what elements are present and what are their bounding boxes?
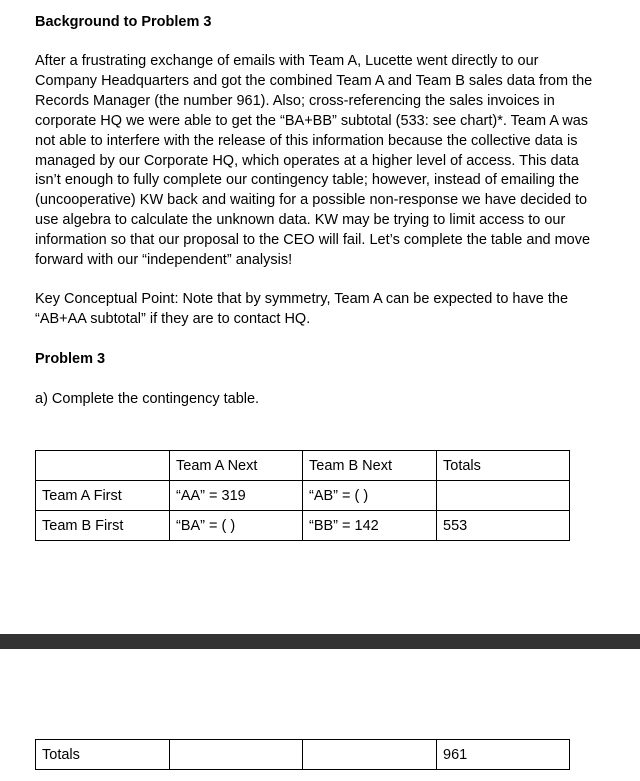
header-cell-totals: Totals [437,451,570,481]
header-cell-team-b-next: Team B Next [303,451,437,481]
paragraph-line: After a frustrating exchange of emails with Team A, Lucette went directly to our [35,53,539,69]
cell-ba: “BA” = ( ) [170,511,303,541]
grand-total: 961 [437,740,570,770]
paragraph-line: not able to interfere with the release of this information because the collective data is [35,132,578,149]
table-row [36,511,570,541]
key-point-line: “AB+AA subtotal” if they are to contact HQ. [35,310,311,327]
table-row [36,481,570,511]
paragraph-line: use algebra to calculate the unknown data. KW may be trying to limit access to our [35,212,566,229]
key-point-paragraph [35,290,625,330]
paragraph-line: Company Headquarters and got the combined Team A and Team B sales data from the [35,72,593,89]
paragraph-line: managed by our Corporate HQ, which operates at a higher level of access. This data [35,152,579,169]
cell-bb: “BB” = 142 [303,511,437,541]
table-header-row [36,451,570,481]
header-cell-team-a-next: Team A Next [170,451,303,481]
totals-team-a-next [170,740,303,770]
contingency-table-top [35,450,570,541]
problem-part-a: a) Complete the contingency table. [35,391,260,407]
paragraph-line: information so that our proposal to the CEO will fail. Let’s complete the table and move [35,232,591,249]
cell-team-a-first-total [437,481,570,511]
header-cell-corner [36,451,170,481]
cell-aa: “AA” = 319 [170,481,303,511]
problem-heading: Problem 3 [35,351,106,367]
key-point-line: Key Conceptual Point: Note that by symmetry, Team A can be expected to have the [35,291,569,307]
paragraph-line: isn’t enough to fully complete our contingency table; however, instead of emailing the [35,172,580,189]
totals-row-label: Totals [36,740,170,770]
totals-team-b-next [303,740,437,770]
paragraph-line: (uncooperative) KW back and waiting for a possible non-response we have decided to [35,192,588,209]
paragraph-line: forward with our “independent” analysis! [35,252,293,269]
page-break-divider [0,634,640,649]
background-paragraph [35,52,625,271]
table-totals-row [36,740,570,770]
paragraph-line: Records Manager (the number 961). Also; cross-referencing the sales invoices in [35,92,555,109]
paragraph-line: corporate HQ we were able to get the “BA+BB” subtotal (533: see chart)*. Team A was [35,112,589,129]
contingency-table-totals [35,739,570,770]
cell-team-b-first-total: 553 [437,511,570,541]
background-heading: Background to Problem 3 [35,14,212,30]
row-label-team-a-first: Team A First [36,481,170,511]
row-label-team-b-first: Team B First [36,511,170,541]
cell-ab: “AB” = ( ) [303,481,437,511]
